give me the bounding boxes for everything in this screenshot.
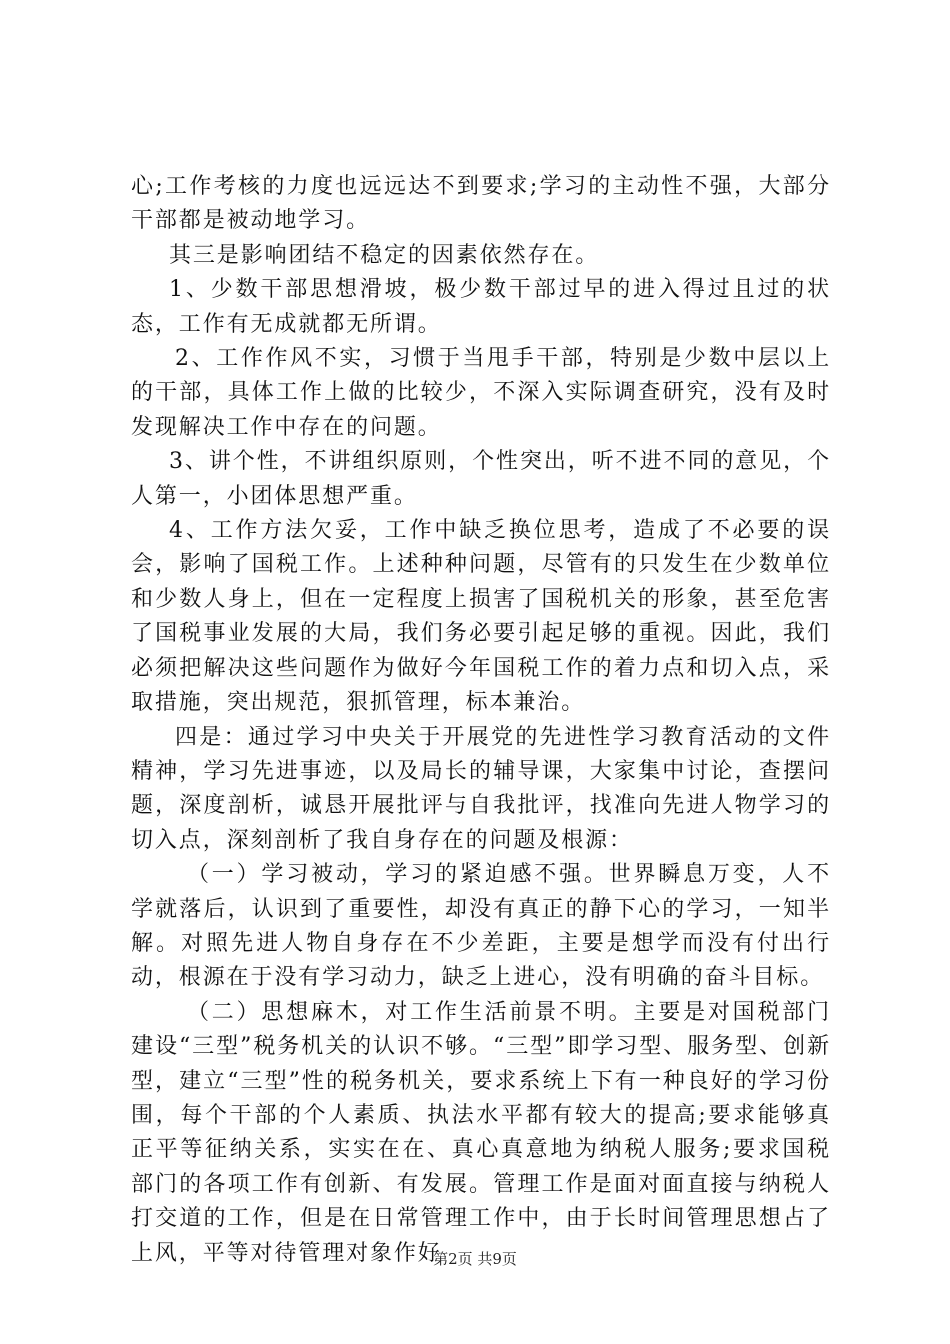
paragraph-item-1: 1、少数干部思想滑坡，极少数干部过早的进入得过且过的状态，工作有无成就都无所谓。 [131, 277, 831, 337]
paragraph-item-2: 2、工作作风不实，习惯于当甩手干部，特别是少数中层以上的干部，具体工作上做的比较少，不深入实际调查研究，没有及时发现解决工作中存在的问题。 [131, 346, 831, 440]
paragraph-item-3: 3、讲个性，不讲组织原则，个性突出，听不进不同的意见，个人第一，小团体思想严重。 [131, 449, 831, 509]
paragraph-point-three: 其三是影响团结不稳定的因素依然存在。 [169, 242, 600, 268]
paragraph-subitem-2: （二）思想麻木，对工作生活前景不明。主要是对国税部门建设“三型”税务机关的认识不够。“三型”即学习型、服务型、创新型，建立“三型”性的税务机关，要求系统上下有一种良好的学习份围，每个干部的个人素质、执法水平都有较大的提高;要求能够真正平等征纳关系，实实在在、真心真意地为纳税人服务;要求国税部门的各项工作有创新、有发展。管理工作是面对面直接与纳税人打交道的工作，但是在日常管理工作中，由于长时间管理思想占了上风，平等对待管理对象作好 [131, 999, 831, 1266]
paragraph-continuation: 心;工作考核的力度也远远达不到要求;学习的主动性不强，大部分干部都是被动地学习。 [131, 174, 831, 234]
paragraph-item-4: 4、工作方法欠妥，工作中缺乏换位思考，造成了不必要的误会，影响了国税工作。上述种种问题，尽管有的只发生在少数单位和少数人身上，但在一定程度上损害了国税机关的形象，甚至危害了国税事业发展的大局，我们务必要引起足够的重视。因此，我们必须把解决这些问题作为做好今年国税工作的着力点和切入点，采取措施，突出规范，狠抓管理，标本兼治。 [131, 518, 831, 716]
document-body [131, 170, 831, 1271]
page-number-footer: 第2页 共9页 [433, 1250, 517, 1268]
paragraph-subitem-1: （一）学习被动，学习的紧迫感不强。世界瞬息万变，人不学就落后，认识到了重要性，却没有真正的静下心的学习，一知半解。对照先进人物自身存在不少差距，主要是想学而没有付出行动，根源在于没有学习动力，缺乏上进心，没有明确的奋斗目标。 [131, 862, 831, 991]
paragraph-point-four: 四是：通过学习中央关于开展党的先进性学习教育活动的文件精神，学习先进事迹，以及局长的辅导课，大家集中讨论，查摆问题，深度剖析，诚恳开展批评与自我批评，找准向先进人物学习的切入点，深刻剖析了我自身存在的问题及根源： [131, 724, 831, 853]
